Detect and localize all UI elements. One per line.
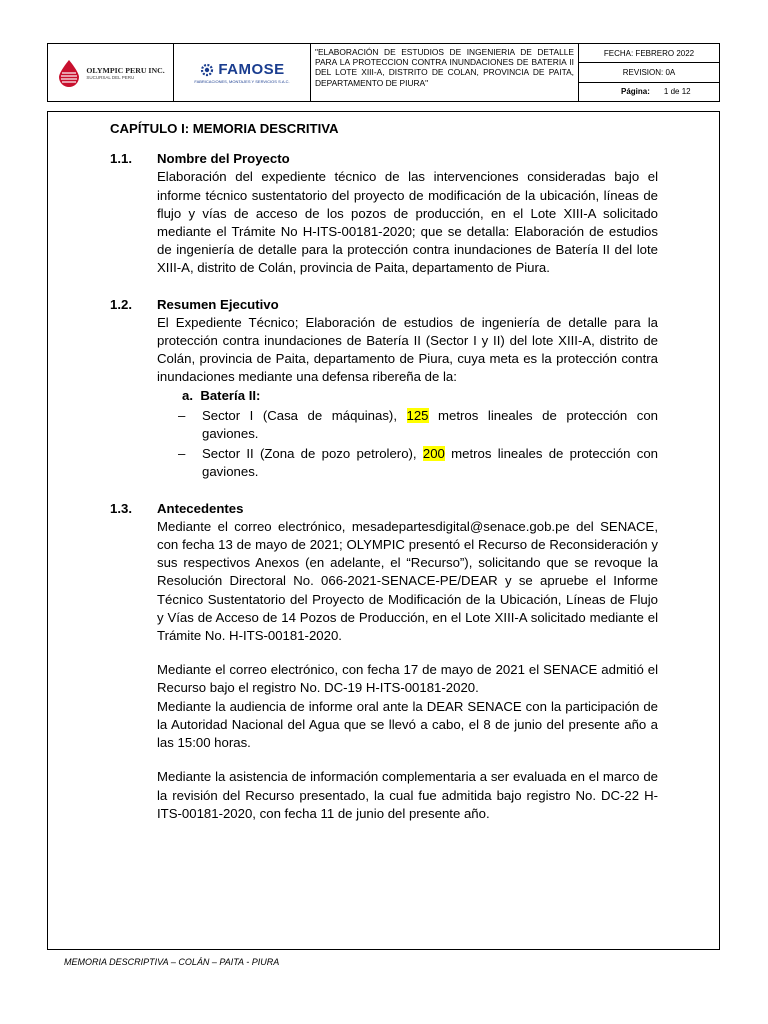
fecha: FECHA: FEBRERO 2022 <box>579 44 719 63</box>
section-text: El Expediente Técnico; Elaboración de estudios de ingeniería de detalle para la protección contra inundaciones de Batería II (Sector I y II) del lote XIII-A, distrito de Colán, provincia de Paita, departamento de Piura, cuya meta es la protección contra inundaciones mediante una defensa ribereña de la: <box>157 314 658 385</box>
famose-logo <box>174 44 311 101</box>
olympic-logo <box>48 44 174 101</box>
highlighted-value: 200 <box>422 446 445 462</box>
section-title: Nombre del Proyecto <box>157 151 290 167</box>
item-text: metros lineales de protección con gaviones. <box>202 446 658 480</box>
list-item <box>178 445 658 481</box>
highlighted-value: 125 <box>406 407 429 423</box>
section-number: 1.1. <box>110 151 132 167</box>
list-item <box>178 407 658 443</box>
project-title: "ELABORACIÓN DE ESTUDIOS DE INGENIERIA DE DETALLE PARA LA PROTECCION CONTRA INUNDACIONES DE BATERIA II DEL LOTE XIII-A, DISTRITO DE COLAN, PROVINCIA DE PAITA, DEPARTAMENTO DE PIURA" <box>311 44 579 101</box>
dash-bullet: – <box>178 407 186 423</box>
document-body <box>110 120 658 823</box>
section-title: Antecedentes <box>157 500 244 516</box>
pagina <box>579 83 719 101</box>
paragraph: Mediante el correo electrónico, con fecha 17 de mayo de 2021 el SENACE admitió el Recurso bajo el registro No. DC-19 H-ITS-00181-2020. <box>157 662 658 696</box>
item-text: metros lineales de protección con gaviones. <box>202 407 658 442</box>
sub-item-label: a. <box>182 387 193 403</box>
document-header <box>47 43 720 102</box>
doc-meta <box>579 44 719 101</box>
page-footer: MEMORIA DESCRIPTIVA – COLÁN – PAITA - PIURA <box>64 957 280 967</box>
pagina-value: 1 de 12 <box>663 87 691 97</box>
famose-gear-icon <box>199 62 215 78</box>
paragraph: Mediante la asistencia de información complementaria a ser evaluada en el marco de la revisión del Recurso presentado, la cual fue admitida bajo registro No. DC-22 H-ITS-00181-2020, con fecha 11 de junio del presente año. <box>157 769 658 821</box>
paragraph: Mediante el correo electrónico, mesadepartesdigital@senace.gob.pe del SENACE, con fecha 13 de mayo de 2021; OLYMPIC presentó el Recurso de Reconsideración y sus respectivos Anexos (en adelante, el “Recurso”), solicitando que se revoque la Resolución Directoral No. 066-2021-SENACE-PE/DEAR y se apruebe el Informe Técnico Sustentatorio del Proyecto de Modificación de la Ubicación, Líneas de Flujo y Vías de Acceso de 14 Pozos de Producción, en el Lote XIII-A solicitado mediante el Trámite No. H-ITS-00181-2020. <box>157 518 658 644</box>
chapter-title: CAPÍTULO I: MEMORIA DESCRITIVA <box>110 121 339 136</box>
section-number: 1.2. <box>110 296 132 312</box>
famose-name: FAMOSE <box>218 61 285 78</box>
sub-item-title: Batería II: <box>200 387 261 403</box>
revision: REVISION: 0A <box>579 63 719 82</box>
content-frame <box>47 111 720 950</box>
dash-bullet: – <box>178 446 186 462</box>
sub-item-a <box>182 387 658 405</box>
famose-sub: FABRICACIONES, MONTAJES Y SERVICIOS S.A.C. <box>194 79 290 84</box>
olympic-sub: SUCURSAL DEL PERU <box>86 74 135 80</box>
paragraph: Mediante la audiencia de informe oral ante la DEAR SENACE con la participación de la Autoridad Nacional del Agua que se llevó a cabo, el 8 de junio del presente año a las 15:00 horas. <box>157 698 658 751</box>
section-title: Resumen Ejecutivo <box>157 296 279 312</box>
item-text: Sector II (Zona de pozo petrolero), <box>202 446 423 462</box>
section-1-3 <box>110 500 658 823</box>
olympic-name: OLYMPIC PERU INC. <box>86 65 165 75</box>
section-text: Elaboración del expediente técnico de las intervenciones consideradas bajo el informe técnico sustentatorio del proyecto de modificación de la ubicación, líneas de flujo y vías de acceso de los pozos de producción, en el Lote XIII-A solicitado mediante el Trámite No H-ITS-00181-2020; que se detalla: Elaboración de estudios de ingeniería de detalle para la protección contra inundaciones de Batería II del lote XIII-A, distrito de Colán, provincia de Paita, departamento de Piura. <box>157 169 658 276</box>
pagina-label: Página: <box>621 87 650 97</box>
item-text: Sector I (Casa de máquinas), <box>202 407 407 423</box>
section-1-1 <box>110 150 658 277</box>
section-number: 1.3. <box>110 500 132 516</box>
olympic-drop-icon <box>56 59 82 87</box>
section-1-2 <box>110 296 658 482</box>
